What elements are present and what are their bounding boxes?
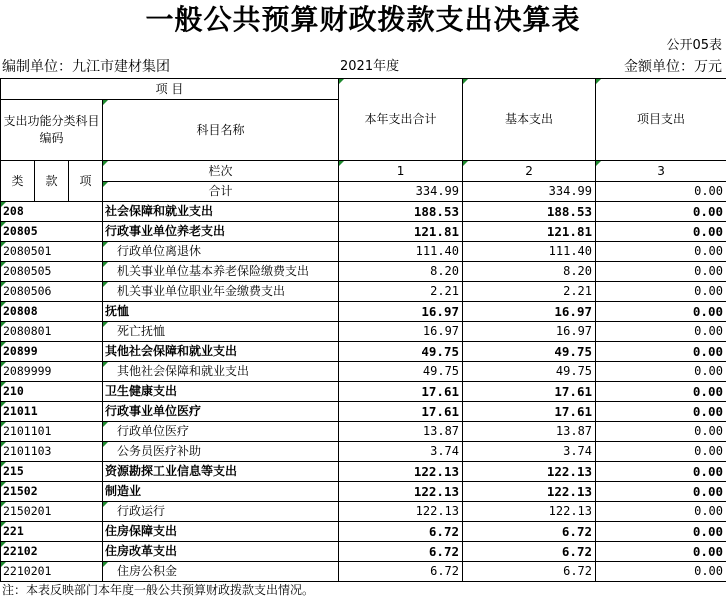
row-project: 0.00 [596,482,726,502]
reporting-unit: 编制单位：九江市建材集团 [2,59,170,75]
row-total: 111.40 [339,242,463,262]
table-row [1,462,726,482]
header-col-2: 2 [463,161,596,182]
row-total: 8.20 [339,262,463,282]
row-basic: 16.97 [463,302,596,322]
summary-project: 0.00 [596,182,726,202]
table-row [1,282,726,302]
row-basic: 122.13 [463,462,596,482]
row-subject-name: 行政单位医疗 [103,422,339,442]
row-code: 2101101 [1,422,103,442]
row-basic: 6.72 [463,522,596,542]
row-total: 122.13 [339,502,463,522]
row-project: 0.00 [596,282,726,302]
row-subject-name: 制造业 [103,482,339,502]
row-project: 0.00 [596,222,726,242]
table-row [1,342,726,362]
row-total: 16.97 [339,322,463,342]
row-basic: 17.61 [463,402,596,422]
row-total: 16.97 [339,302,463,322]
row-basic: 6.72 [463,562,596,582]
row-total: 6.72 [339,562,463,582]
row-total: 6.72 [339,542,463,562]
row-subject-name: 社会保障和就业支出 [103,202,339,222]
row-basic: 188.53 [463,202,596,222]
table-row [1,482,726,502]
row-basic: 17.61 [463,382,596,402]
row-total: 3.74 [339,442,463,462]
row-subject-name: 资源勘探工业信息等支出 [103,462,339,482]
table-row [1,502,726,522]
row-basic: 6.72 [463,542,596,562]
row-total: 17.61 [339,382,463,402]
row-code: 22102 [1,542,103,562]
row-basic: 121.81 [463,222,596,242]
row-total: 2.21 [339,282,463,302]
header-basic: 基本支出 [463,79,596,161]
header-project: 项 目 [1,79,339,100]
row-subject-name: 机关事业单位职业年金缴费支出 [103,282,339,302]
header-lei: 类 [1,161,35,202]
row-total: 17.61 [339,402,463,422]
table-row [1,382,726,402]
row-project: 0.00 [596,322,726,342]
row-subject-name: 其他社会保障和就业支出 [103,362,339,382]
table-row [1,202,726,222]
row-subject-name: 公务员医疗补助 [103,442,339,462]
row-total: 6.72 [339,522,463,542]
row-total: 122.13 [339,462,463,482]
row-code: 2089999 [1,362,103,382]
header-subject-name: 科目名称 [103,100,339,161]
row-code: 2101103 [1,442,103,462]
row-subject-name: 住房改革支出 [103,542,339,562]
table-row [1,222,726,242]
table-row [1,262,726,282]
row-basic: 16.97 [463,322,596,342]
table-row [1,522,726,542]
header-row-column-index [1,161,726,182]
row-code: 2080506 [1,282,103,302]
row-subject-name: 卫生健康支出 [103,382,339,402]
form-number: 公开05表 [666,38,722,53]
header-total: 本年支出合计 [339,79,463,161]
row-total: 49.75 [339,362,463,382]
header-col-1: 1 [339,161,463,182]
row-code: 2150201 [1,502,103,522]
row-code: 2080505 [1,262,103,282]
row-project: 0.00 [596,342,726,362]
expenditure-table [0,78,726,582]
summary-row [1,182,726,202]
row-code: 21502 [1,482,103,502]
summary-total: 334.99 [339,182,463,202]
row-project: 0.00 [596,402,726,422]
row-code: 2080501 [1,242,103,262]
row-project: 0.00 [596,462,726,482]
page-title: 一般公共预算财政拨款支出决算表 [145,3,581,36]
row-basic: 2.21 [463,282,596,302]
table-row [1,442,726,462]
row-subject-name: 住房保障支出 [103,522,339,542]
row-code: 210 [1,382,103,402]
row-project: 0.00 [596,442,726,462]
row-project: 0.00 [596,562,726,582]
row-subject-name: 住房公积金 [103,562,339,582]
row-basic: 3.74 [463,442,596,462]
table-row [1,422,726,442]
row-basic: 122.13 [463,482,596,502]
row-code: 20808 [1,302,103,322]
row-code: 2080801 [1,322,103,342]
row-basic: 111.40 [463,242,596,262]
header-function-code: 支出功能分类科目编码 [1,100,103,161]
row-total: 122.13 [339,482,463,502]
row-code: 215 [1,462,103,482]
table-row [1,562,726,582]
header-col-3: 3 [596,161,726,182]
table-row [1,362,726,382]
row-basic: 122.13 [463,502,596,522]
header-column-label: 栏次 [103,161,339,182]
table-row [1,402,726,422]
row-subject-name: 其他社会保障和就业支出 [103,342,339,362]
row-code: 20805 [1,222,103,242]
row-project: 0.00 [596,362,726,382]
row-subject-name: 机关事业单位基本养老保险缴费支出 [103,262,339,282]
row-project: 0.00 [596,382,726,402]
table-note: 注：本表反映部门本年度一般公共预算财政拨款支出情况。 [2,583,315,597]
row-basic: 49.75 [463,362,596,382]
fiscal-year: 2021年度 [340,59,400,74]
row-basic: 13.87 [463,422,596,442]
row-project: 0.00 [596,522,726,542]
header-project-expenditure: 项目支出 [596,79,726,161]
row-subject-name: 行政单位离退休 [103,242,339,262]
row-project: 0.00 [596,502,726,522]
row-project: 0.00 [596,422,726,442]
header-kuan: 款 [35,161,69,202]
row-total: 188.53 [339,202,463,222]
row-project: 0.00 [596,242,726,262]
row-total: 121.81 [339,222,463,242]
row-project: 0.00 [596,542,726,562]
row-project: 0.00 [596,202,726,222]
row-code: 21011 [1,402,103,422]
row-basic: 49.75 [463,342,596,362]
row-code: 2210201 [1,562,103,582]
row-subject-name: 死亡抚恤 [103,322,339,342]
row-subject-name: 抚恤 [103,302,339,322]
money-unit: 金额单位：万元 [624,59,722,75]
row-basic: 8.20 [463,262,596,282]
row-project: 0.00 [596,262,726,282]
row-subject-name: 行政事业单位医疗 [103,402,339,422]
row-code: 20899 [1,342,103,362]
header-row-project [1,79,726,100]
row-code: 221 [1,522,103,542]
row-total: 49.75 [339,342,463,362]
table-row [1,302,726,322]
header-xiang: 项 [69,161,103,202]
table-row [1,542,726,562]
row-total: 13.87 [339,422,463,442]
summary-basic: 334.99 [463,182,596,202]
table-row [1,322,726,342]
row-subject-name: 行政事业单位养老支出 [103,222,339,242]
summary-label: 合计 [103,182,339,202]
row-code: 208 [1,202,103,222]
table-row [1,242,726,262]
row-subject-name: 行政运行 [103,502,339,522]
row-project: 0.00 [596,302,726,322]
